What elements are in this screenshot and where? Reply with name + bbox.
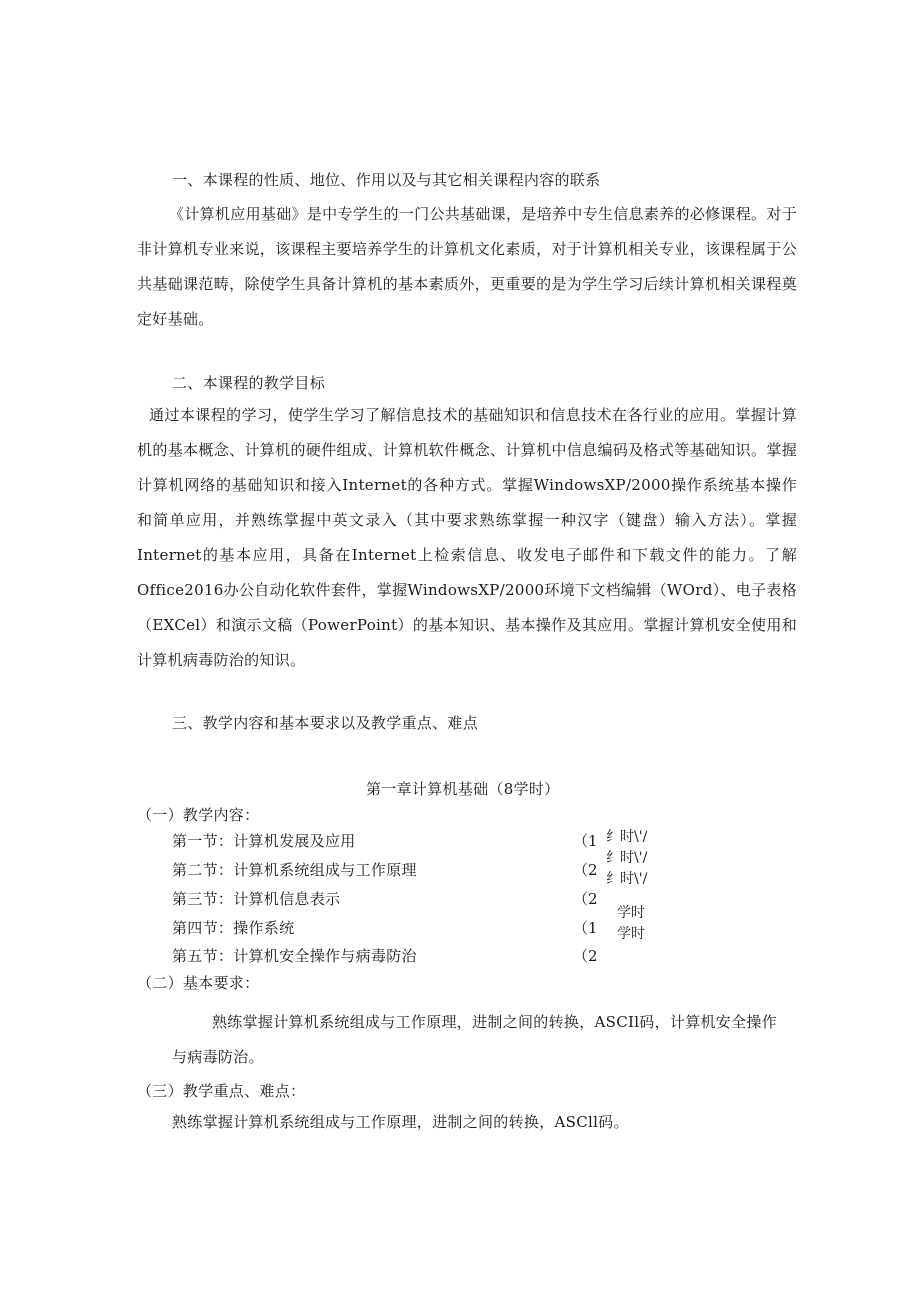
chapter-section-hours: （2 xyxy=(573,861,598,879)
chapter-section-hours: （2 xyxy=(573,890,598,908)
chapter-title: 第一章计算机基础（8学时） xyxy=(366,780,560,798)
chapter-section-hours: （1 xyxy=(573,919,598,937)
chapter-section-name: 第五节：计算机安全操作与病毒防治 xyxy=(172,947,417,965)
garbled-hours-text: 学时 xyxy=(617,905,645,921)
requirements-line-1: 熟练掌握计算机系统组成与工作原理，进制之间的转换，ASCIl码，计算机安全操作 xyxy=(212,1013,778,1031)
section1-paragraph: 《计算机应用基础》是中专学生的一门公共基础课，是培养中专生信息素养的必修课程。对于非计算机专业来说，该课程主要培养学生的计算机文化素质，对于计算机相关专业，该课程属于公共基础课范畴，除使学生具备计算机的基本素质外，更重要的是为学生学习后续计算机相关课程奠定好基础。 xyxy=(137,205,797,328)
requirements-heading: （二）基本要求： xyxy=(137,974,260,992)
section2-paragraph: 通过本课程的学习，使学生学习了解信息技术的基础知识和信息技术在各行业的应用。掌握计算机的基本概念、计算机的硬件组成、计算机软件概念、计算机中信息编码及格式等基础知识。掌握计算机网络的基础知识和接入Internet的各种方式。掌握WindowsXP/2000操作系统基本操作和简单应用，并熟练掌握中英文录入（其中要求熟练掌握一种汉字（键盘）输入方法）。掌握Internet的基本应用，具备在Internet上检索信息、收发电子邮件和下载文件的能力。了解Office2016办公自动化软件套件，掌握WindowsXP/2000环境下文档编辑（WOrd）、电子表格（EXCel）和演示文稿（PowerPoint）的基本知识、基本操作及其应用。掌握计算机安全使用和计算机病毒防治的知识。 xyxy=(137,406,797,669)
section2-heading: 二、本课程的教学目标 xyxy=(172,374,326,392)
chapter-section-hours: （2 xyxy=(573,947,598,965)
keypoints-heading: （三）教学重点、难点： xyxy=(137,1082,306,1100)
garbled-hours-text: 纟时\'/ xyxy=(606,871,648,887)
keypoints-text: 熟练掌握计算机系统组成与工作原理，进制之间的转换，ASCll码。 xyxy=(172,1113,629,1131)
chapter-section-hours: （1 xyxy=(573,832,598,850)
garbled-hours-text: 纟时\'/ xyxy=(606,850,648,866)
chapter-section-name: 第四节：操作系统 xyxy=(172,919,295,937)
garbled-hours-text: 学时 xyxy=(617,926,645,942)
teaching-content-heading: （一）教学内容： xyxy=(137,806,260,824)
chapter-section-name: 第三节：计算机信息表示 xyxy=(172,890,341,908)
requirements-line-2: 与病毒防治。 xyxy=(172,1048,264,1066)
garbled-hours-text: 纟时\'/ xyxy=(606,829,648,845)
section3-heading: 三、教学内容和基本要求以及教学重点、难点 xyxy=(172,714,479,732)
section1-heading: 一、本课程的性质、地位、作用以及与其它相关课程内容的联系 xyxy=(172,171,601,189)
chapter-section-name: 第二节：计算机系统组成与工作原理 xyxy=(172,861,417,879)
chapter-section-name: 第一节：计算机发展及应用 xyxy=(172,832,356,850)
